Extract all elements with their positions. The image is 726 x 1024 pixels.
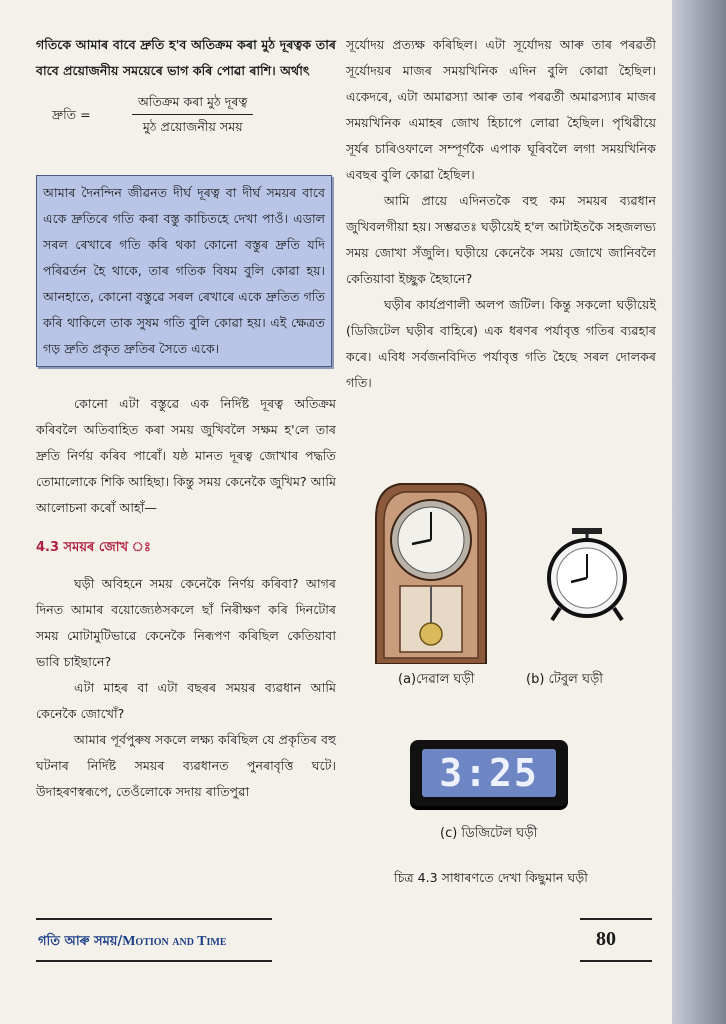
caption-wall-clock: (a)দেৱাল ঘড়ী [398, 672, 475, 687]
uniform-motion-text: আমাৰ দৈনন্দিন জীৱনত দীৰ্ঘ দূৰত্ব বা দীৰ্ঘ সময়ৰ বাবে একে দ্ৰুতিৰে গতি কৰা বস্তু কাচিতহে দেখা পাওঁ। এডাল সৰল ৰেখাৰে গতি কৰি থকা কোনো বস্তুৰ দ্ৰুতি যদি পৰিৱৰ্তন হৈ থাকে, তাৰ গতিক বিষম বুলি কোৱা হয়। আনহাতে, কোনো বস্তুৱে সৰল ৰেখাৰে একে দ্ৰুতিত গতি কৰি থাকিলে তাক সুষম গতি বুলি কোৱা হয়। এই ক্ষেত্ৰত গড় দ্ৰুতি প্ৰকৃত দ্ৰুতিৰ সৈতে একে। [43, 185, 325, 356]
ancestors-paragraph: আমাৰ পূৰ্বপুৰুষ সকলে লক্ষ্য কৰিছিল যে প্ৰকৃতিৰ বহু ঘটনাৰ নিৰ্দিষ্ট সময়ৰ ব্যৱধানত পুনৰাবৃত্তি ঘটে। উদাহৰণস্বৰূপে, তেওঁলোকে সদায় ৰাতিপুৱা [36, 732, 336, 799]
footer-rule-right [580, 918, 652, 920]
digital-clock-time: 3:25 [439, 751, 539, 795]
figure-clocks [360, 478, 656, 898]
question-paragraph-1: ঘড়ী অবিহনে সময় কেনেকৈ নিৰ্ণয় কৰিবা? আগৰ দিনত আমাৰ বয়োজ্যেষ্ঠসকলে ছাঁ নিৰীক্ষণ কৰি দিনটোৰ সময় মোটামুটিভাৱে কেনেকৈ নিৰূপণ কৰিছিল কেতিয়াবা ভাবি চাইছানে? [36, 576, 336, 669]
question-paragraph-2: এটা মাহৰ বা এটা বছৰৰ সময়ৰ ব্যৱধান আমি কেনেকৈ জোখোঁ? [36, 680, 336, 721]
speed-definition-paragraph: গতিকে আমাৰ বাবে দ্ৰুতি হ'ব অতিক্ৰম কৰা মুঠ দূৰত্বক তাৰ বাবে প্ৰয়োজনীয় সময়েৰে ভাগ কৰি পোৱা ৰাশি। অৰ্থাৎ [36, 37, 336, 78]
footer-chapter-assamese: গতি আৰু সময়/ [38, 934, 123, 949]
left-column [36, 32, 336, 805]
wall-clock-icon [370, 478, 492, 664]
right-column [346, 32, 656, 396]
caption-digital-clock: (c) ডিজিটেল ঘড়ী [440, 826, 538, 841]
digital-clock [410, 740, 568, 806]
sunrise-paragraph: সূৰ্যোদয় প্ৰত্যক্ষ কৰিছিল। এটা সূৰ্যোদয় আৰু তাৰ পৰৱৰ্তী সূৰ্যোদয়ৰ মাজৰ সময়খিনিক এদিন বুলি কোৱা হৈছিল। একেদৰে, এটা অমাৱস্যা আৰু তাৰ পৰৱৰ্তী অমাৱস্যাৰ মাজৰ সময়খিনিক এমাহৰ জোখ হিচাপে লোৱা হৈছিল। পৃথিৱীয়ে সূৰ্যৰ চাৰিওফালে সম্পূৰ্ণকৈ এপাক ঘূৰিবলৈ লগা সময়খিনিক এবছৰ বুলি কোৱা হৈছিল। [346, 37, 656, 182]
footer-chapter-title [38, 932, 227, 953]
formula-numerator: অতিক্ৰম কৰা মুঠ দূৰত্ব [132, 92, 253, 115]
table-clock-icon [538, 526, 636, 622]
uniform-motion-box [36, 175, 332, 367]
formula-fraction [132, 92, 253, 137]
section-heading: 4.3 সময়ৰ জোখ ঃ [36, 540, 151, 555]
formula-denominator: মুঠ প্ৰয়োজনীয় সময় [142, 119, 243, 134]
footer-rule-left [36, 918, 272, 920]
digital-clock-display [422, 749, 556, 797]
clock-mechanism-paragraph: ঘড়ীৰ কাৰ্যপ্ৰণালী অলপ জটিল। কিন্তু সকলো ঘড়ীয়েই (ডিজিটেল ঘড়ীৰ বাহিৰে) এক ধৰণৰ পৰ্যাবৃত্ত গতিৰ ব্যৱহাৰ কৰে। এবিধ সৰ্বজনবিদিত পৰ্যাবৃত্ত গতি হৈছে সৰল দোলকৰ গতি। [346, 297, 656, 390]
formula-label: দ্ৰুতি = [52, 106, 91, 122]
page-edge [672, 0, 726, 1024]
footer-chapter-english: Motion and Time [122, 934, 227, 949]
clocks-paragraph: আমি প্ৰায়ে এদিনতকৈ বহু কম সময়ৰ ব্যৱধান জুখিবলগীয়া হয়। সম্ভৱতঃ ঘড়ীয়েই হ'ল আটাইতকৈ সহজলভ্য সময় জোখা সঁজুলি। ঘড়ীয়ে কেনেকৈ সময় জোখে জানিবলৈ কেতিয়াবা ইচ্ছুক হৈছানে? [346, 193, 656, 286]
caption-table-clock: (b) টেবুল ঘড়ী [526, 672, 603, 687]
figure-caption: চিত্ৰ 4.3 সাধাৰণতে দেখা কিছুমান ঘড়ী [394, 870, 588, 885]
speed-formula [52, 92, 336, 137]
footer-rule-bottom-left [36, 960, 272, 962]
footer-rule-bottom-right [580, 960, 652, 962]
page-number: 80 [596, 928, 616, 950]
measuring-time-intro: কোনো এটা বস্তুৱে এক নিৰ্দিষ্ট দূৰত্ব অতিক্ৰম কৰিবলৈ অতিবাহিত কৰা সময় জুখিবলৈ সক্ষম হ'লে তাৰ দ্ৰুতি নিৰ্ণয় কৰিব পাৰোঁ। যষ্ঠ মানত দূৰত্ব জোখাৰ পদ্ধতি তোমালোকে শিকি আহিছা। কিন্তু সময় কেনেকৈ জুখিম? আমি আলোচনা কৰোঁ আহাঁ— [36, 396, 336, 515]
